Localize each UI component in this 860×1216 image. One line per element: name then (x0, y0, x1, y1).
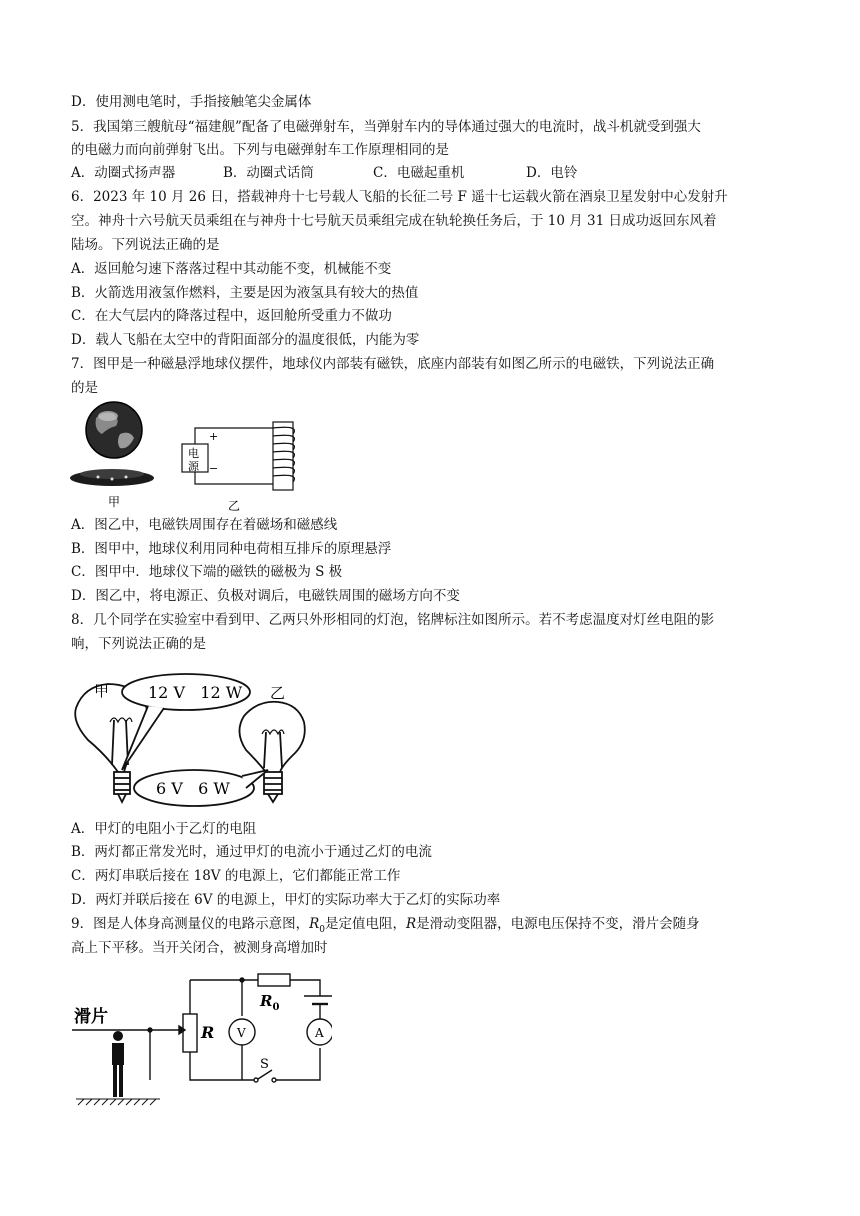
q6-option-b: B．火箭选用液氢作燃料，主要是因为液氢具有较大的热值 (71, 285, 419, 301)
q6-stem-line1: 6．2023 年 10 月 26 日，搭载神舟十七号载人飞船的长征二号 F 遥十七运载火箭在酒泉卫星发射中心发射升 (71, 189, 728, 205)
V-label: V (237, 1026, 246, 1040)
source-label-2: 源 (188, 460, 199, 473)
figure-8 (66, 670, 326, 810)
q7-stem-line1: 7．图甲是一种磁悬浮地球仪摆件，地球仪内部装有磁铁，底座内部装有如图乙所示的电磁铁，下列说法正确 (71, 356, 715, 372)
A-label: A (315, 1026, 324, 1040)
q5-option-a: A．动圈式扬声器 (71, 165, 176, 181)
q8-option-a: A．甲灯的电阻小于乙灯的电阻 (71, 821, 257, 837)
q4-option-d: D．使用测电笔时，手指接触笔尖金属体 (71, 94, 312, 110)
q5-stem-line2: 的电磁力而向前弹射飞出。下列与电磁弹射车工作原理相同的是 (71, 142, 449, 158)
q9-stem-line2: 高上下平移。当开关闭合，被测身高增加时 (71, 940, 328, 956)
fig8-yi-label: 乙 (270, 684, 286, 702)
q7-option-b: B．图甲中，地球仪利用同种电荷相互排斥的原理悬浮 (71, 541, 392, 557)
q8-stem-line1: 8．几个同学在实验室中看到甲、乙两只外形相同的灯泡，铭牌标注如图所示。若不考虑温度对灯丝电阻的影 (71, 612, 715, 628)
q7-option-d: D．图乙中，将电源正、负极对调后，电磁铁周围的磁场方向不变 (71, 588, 460, 604)
q6-option-a: A．返回舱匀速下落落过程中其动能不变，机械能不变 (71, 261, 392, 277)
q6-stem-line2: 空。神舟十六号航天员乘组在与神舟十七号航天员乘组完成在轨轮换任务后，于 10 月 31 日成功返回东风着 (71, 213, 717, 229)
maglev-globe-image (70, 402, 154, 486)
q5-stem-line1: 5．我国第三艘航母“福建舰”配备了电磁弹射车，当弹射车内的导体通过强大的电流时，战斗机就受到强大 (71, 119, 701, 135)
q9-stem-line1: 9．图是人体身高测量仪的电路示意图，$R_0$是定值电阻，R是滑动变阻器，电源电压保持不变，滑片会随身 (71, 916, 700, 935)
source-plus: + (209, 430, 219, 443)
yi-rating-text: 6 V 6 W (156, 779, 230, 798)
source-label-1: 电 (188, 447, 199, 460)
q5-option-d: D．电铃 (526, 165, 578, 181)
S-label: S (260, 1057, 269, 1072)
q5-option-c: C．电磁起重机 (373, 165, 465, 181)
ground (76, 1099, 160, 1105)
q5-option-b: B．动圈式话筒 (223, 165, 314, 181)
person-figure (112, 1031, 124, 1097)
fig7-jia-label: 甲 (108, 495, 121, 509)
q6-option-d: D．载人飞船在太空中的背阳面部分的温度很低，内能为零 (71, 332, 420, 348)
figure-9 (72, 966, 332, 1112)
fig8-jia-label: 甲 (94, 682, 110, 700)
q7-option-c: C．图甲中．地球仪下端的磁铁的磁极为 S 极 (71, 564, 343, 580)
jia-rating-text: 12 V 12 W (148, 683, 243, 702)
q8-option-b: B．两灯都正常发光时，通过甲灯的电流小于通过乙灯的电流 (71, 844, 432, 860)
q8-option-c: C．两灯串联后接在 18V 的电源上，它们都能正常工作 (71, 868, 401, 884)
R-label: R (201, 1023, 215, 1042)
q6-stem-line3: 陆场。下列说法正确的是 (71, 237, 220, 253)
slider-label: 滑片 (74, 1007, 108, 1027)
figure-7 (68, 398, 318, 514)
fig7-yi-label: 乙 (228, 499, 241, 513)
q8-option-d: D．两灯并联后接在 6V 的电源上，甲灯的实际功率大于乙灯的实际功率 (71, 892, 501, 908)
q7-option-a: A．图乙中，电磁铁周围存在着磁场和磁感线 (71, 517, 338, 533)
q6-option-c: C．在大气层内的降落过程中，返回舱所受重力不做功 (71, 308, 392, 324)
R0-label: $R_0$ (260, 992, 280, 1013)
source-minus: − (209, 462, 219, 475)
q7-stem-line2: 的是 (71, 380, 98, 396)
q8-stem-line2: 响，下列说法正确的是 (71, 636, 206, 652)
